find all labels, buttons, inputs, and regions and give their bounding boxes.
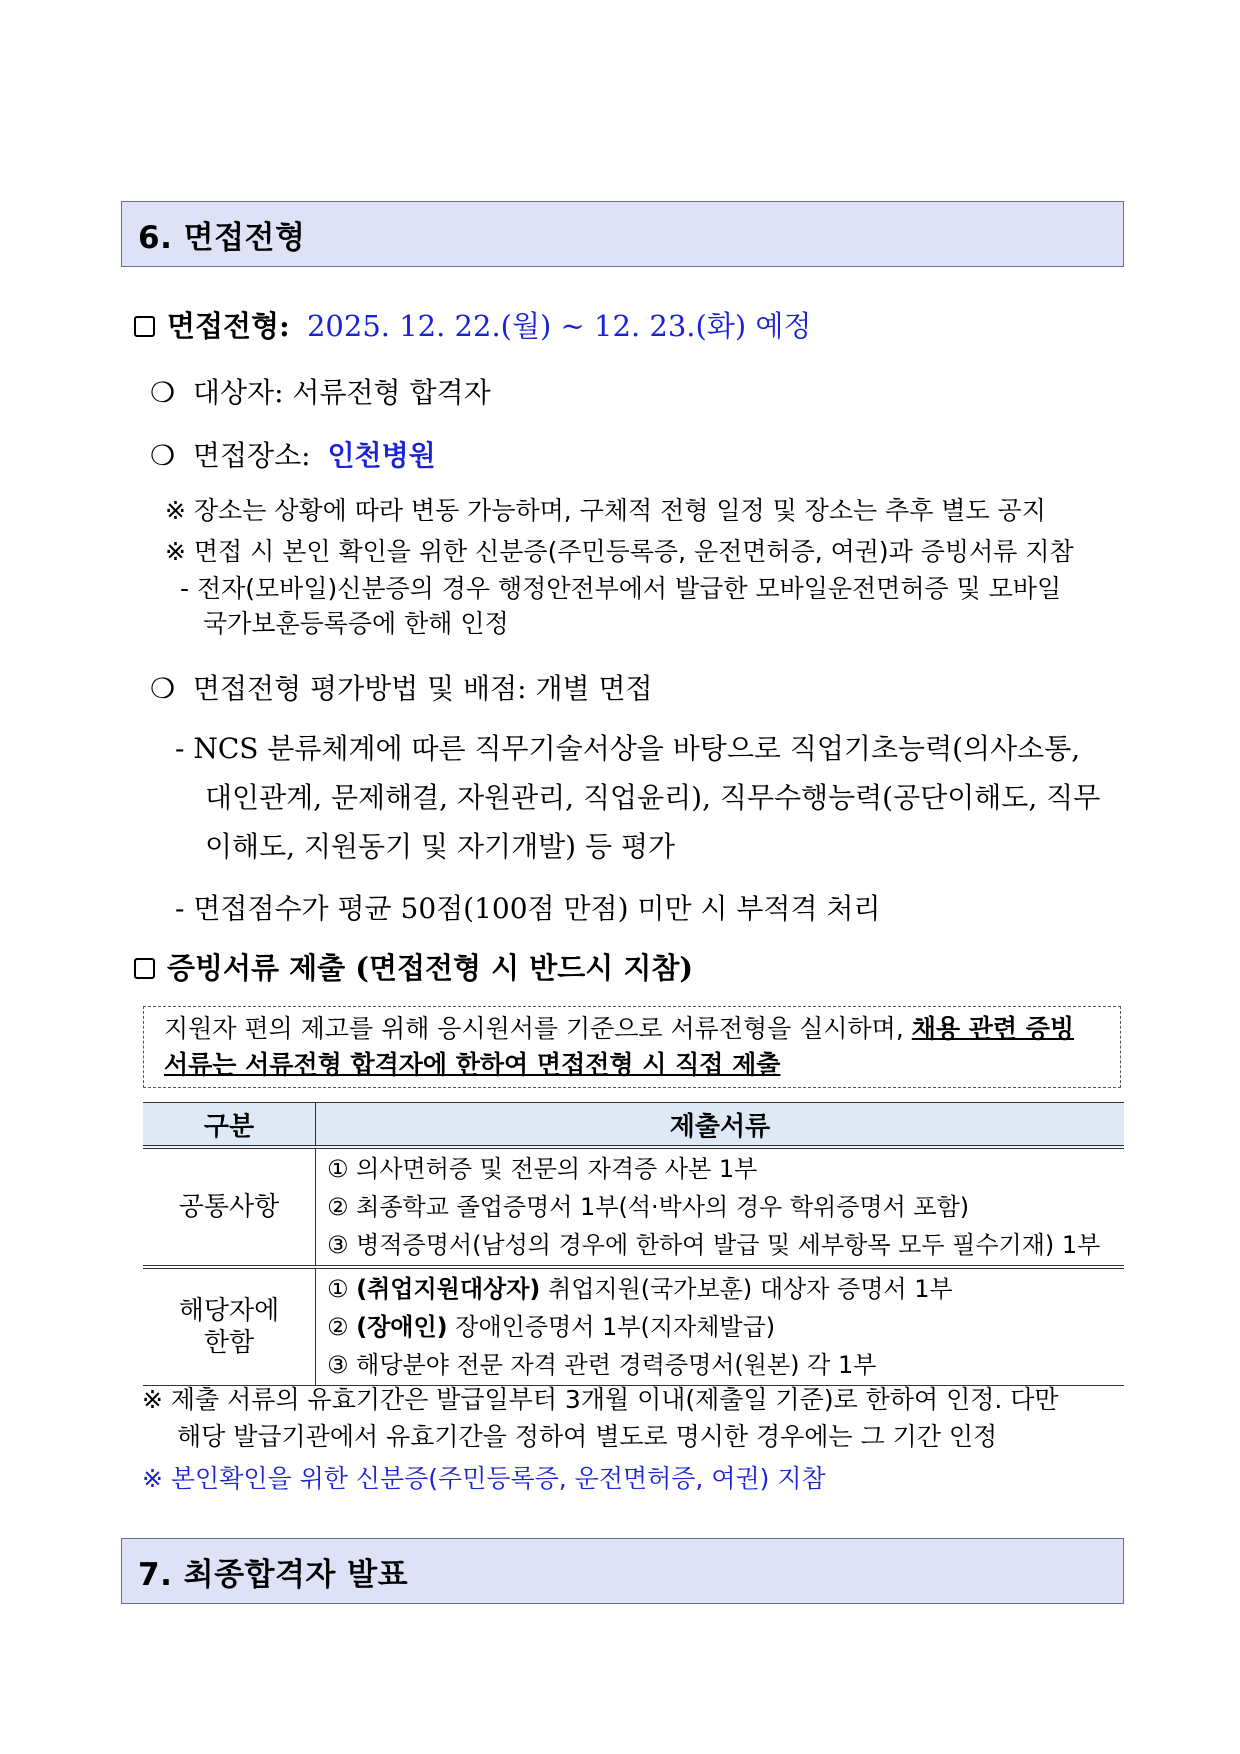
list-item: [317, 1270, 1123, 1308]
list-item: ③ 병적증명서(남성의 경우에 한하여 발급 및 세부항목 모두 필수기재) 1부: [327, 1231, 1101, 1259]
note-1: ※ 장소는 상황에 따라 변동 가능하며, 구체적 전형 일정 및 장소는 추후 별도 공지: [165, 496, 1046, 525]
list-item: [317, 1346, 1123, 1384]
checkbox-square-icon: [134, 958, 155, 979]
item-bold: (취업지원대상자): [356, 1275, 541, 1303]
method-detail-1-line2: 대인관계, 문제해결, 자원관리, 직업윤리), 직무수행능력(공단이해도, 직무: [205, 781, 1101, 814]
checkbox-square-icon: [134, 316, 155, 337]
item-bold: (장애인): [356, 1313, 448, 1341]
method-line: [150, 667, 653, 707]
note-3-line2: 국가보훈등록증에 한해 인정: [203, 609, 509, 638]
list-item: [317, 1308, 1123, 1346]
section-7-title: 7. 최종합격자 발표: [138, 1556, 409, 1593]
applicable-category-line1: 해당자에: [178, 1296, 280, 1326]
note-box-plain: 지원자 편의 제고를 위해 응시원서를 기준으로 서류전형을 실시하며,: [164, 1014, 912, 1043]
table-header-documents: 제출서류: [316, 1103, 1125, 1148]
item-number: ①: [327, 1275, 349, 1303]
note-2: ※ 면접 시 본인 확인을 위한 신분증(주민등록증, 운전면허증, 여권)과 증빙서류 지참: [165, 537, 1074, 566]
applicable-items: [316, 1267, 1125, 1386]
table-row-common: [143, 1147, 1124, 1267]
applicable-category: [143, 1267, 316, 1386]
documents-heading-text: 증빙서류 제출 (면접전형 시 반드시 지참): [167, 951, 694, 985]
interview-schedule: 2025. 12. 22.(월) ~ 12. 23.(화) 예정: [306, 309, 812, 343]
documents-note-box: [143, 1006, 1121, 1088]
section-6-header: [121, 201, 1124, 267]
section-6-title: 6. 면접전형: [138, 219, 306, 256]
item-text: 장애인증명서 1부(지자체발급): [447, 1313, 776, 1341]
circle-bullet-icon: ❍: [150, 672, 176, 705]
place-label: 면접장소:: [192, 439, 311, 472]
circle-bullet-icon: ❍: [150, 439, 176, 472]
common-category: 공통사항: [143, 1147, 316, 1267]
item-text: 취업지원(국가보훈) 대상자 증명서 1부: [540, 1275, 953, 1303]
section-7-header: [121, 1538, 1124, 1604]
documents-table: [143, 1102, 1124, 1386]
common-items: [316, 1147, 1125, 1267]
footnote-1-line1: ※ 제출 서류의 유효기간은 발급일부터 3개월 이내(제출일 기준)로 한하여 인정. 다만: [142, 1385, 1059, 1414]
note-box-bold-1: 채용 관련 증빙: [911, 1014, 1075, 1043]
table-row-applicable: [143, 1267, 1124, 1386]
place-value: 인천병원: [327, 439, 436, 472]
item-text: 해당분야 전문 자격 관련 경력증명서(원본) 각 1부: [356, 1351, 877, 1379]
table-header-category: 구분: [143, 1103, 316, 1148]
table-header-row: [143, 1103, 1124, 1148]
target-line: [150, 371, 491, 411]
item-number: ②: [327, 1313, 349, 1341]
footnote-2: ※ 본인확인을 위한 신분증(주민등록증, 운전면허증, 여권) 지참: [142, 1464, 826, 1493]
documents-heading: [134, 946, 693, 987]
note-3-line1: - 전자(모바일)신분증의 경우 행정안전부에서 발급한 모바일운전면허증 및 모바일: [180, 574, 1062, 603]
circle-bullet-icon: ❍: [150, 376, 176, 409]
list-item: ① 의사면허증 및 전문의 자격증 사본 1부: [327, 1155, 758, 1183]
method-text: 면접전형 평가방법 및 배점: 개별 면접: [192, 672, 653, 705]
list-item: ② 최종학교 졸업증명서 1부(석·박사의 경우 학위증명서 포함): [327, 1193, 970, 1221]
method-detail-1-line1: - NCS 분류체계에 따른 직무기술서상을 바탕으로 직업기초능력(의사소통,: [175, 732, 1081, 765]
place-line: [150, 434, 436, 474]
note-box-bold-2: 서류는 서류전형 합격자에 한하여 면접전형 시 직접 제출: [164, 1050, 781, 1079]
method-detail-1-line3: 이해도, 지원동기 및 자기개발) 등 평가: [205, 830, 676, 863]
interview-label: 면접전형:: [167, 309, 290, 343]
method-detail-2: - 면접점수가 평균 50점(100점 만점) 미만 시 부적격 처리: [175, 892, 881, 925]
interview-schedule-line: [134, 304, 811, 345]
target-text: 대상자: 서류전형 합격자: [192, 376, 491, 409]
footnote-1-line2: 해당 발급기관에서 유효기간을 정하여 별도로 명시한 경우에는 그 기간 인정: [177, 1422, 998, 1451]
item-number: ③: [327, 1351, 349, 1379]
applicable-category-line2: 한함: [203, 1328, 255, 1358]
